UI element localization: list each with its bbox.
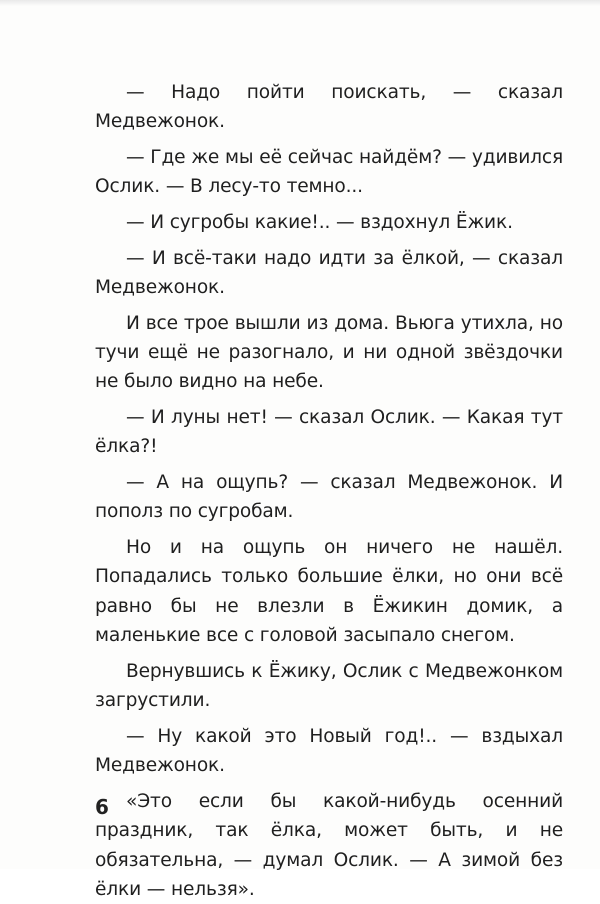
paragraph-4: — И всё-таки надо идти за ёлкой, — сказал Медвежонок. (95, 247, 563, 298)
paragraph-7: — А на ощупь? — сказал Медвежонок. И пополз по сугробам. (95, 472, 563, 523)
page-number: 6 (95, 795, 109, 819)
paragraph-1: — Надо пойти поискать, — сказал Медвежонок. (95, 82, 563, 133)
paragraph-9: Вернувшись к Ёжику, Ослик с Медвежонком загрустили. (95, 660, 563, 712)
paragraph-8: Но и на ощупь он ничего не нашёл. Попадались только большие ёлки, но они всё равно бы не влезли в Ёжикин домик, а маленькие все с головой засыпало снегом. (95, 537, 563, 647)
page-top-edge-shadow (0, 0, 600, 6)
paragraph-6: — И луны нет! — сказал Ослик. — Какая тут ёлка?! (95, 407, 563, 458)
paragraph-10: — Ну какой это Новый год!.. — вздыхал Медвежонок. (95, 725, 563, 777)
paragraph-11: «Это если бы какой-нибудь осенний праздник, так ёлка, может быть, и не обязательна, — думал Ослик. — А зимой без ёлки — нельзя». (95, 790, 563, 901)
paragraph-2: — Где же мы её сейчас найдём? — удивился Ослик. — В лесу-то темно... (95, 147, 563, 198)
paragraph-5: И все трое вышли из дома. Вьюга утихла, но тучи ещё не разогнало, и ни одной звёздочки не было видно на небе. (95, 312, 563, 393)
paragraph-3: — И сугробы какие!.. — вздохнул Ёжик. (126, 212, 513, 233)
page-text (95, 78, 563, 904)
